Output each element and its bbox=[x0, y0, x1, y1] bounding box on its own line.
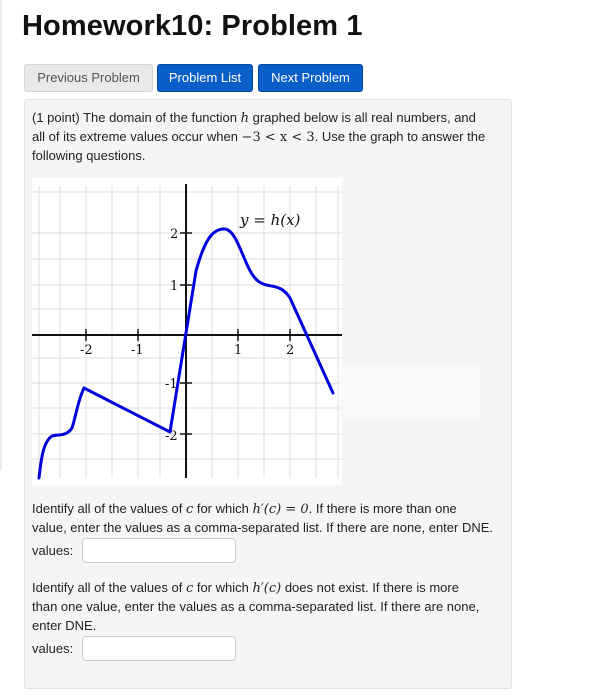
question-text: for which bbox=[193, 580, 253, 595]
function-name: h bbox=[240, 111, 249, 126]
y-tick-label: 1 bbox=[170, 279, 179, 294]
x-tick-label: -2 bbox=[80, 343, 93, 358]
problem-intro-line-3: following questions. bbox=[32, 148, 146, 163]
question-text: Identify all of the values of bbox=[32, 580, 186, 595]
question-2-values-label: values: bbox=[32, 641, 74, 656]
function-graph bbox=[32, 178, 342, 485]
intro-text: all of its extreme values occur when bbox=[32, 129, 242, 144]
next-problem-button[interactable]: Next Problem bbox=[258, 64, 363, 92]
intro-text: graphed below is all real numbers, and bbox=[248, 110, 476, 125]
x-tick-label: 2 bbox=[286, 343, 295, 358]
question-2-line-3: enter DNE. bbox=[32, 618, 97, 633]
problem-intro-line-1 bbox=[32, 108, 476, 129]
problem-intro-line-2 bbox=[32, 127, 485, 148]
intro-text: . Use the graph to answer the bbox=[314, 129, 486, 144]
graph-svg bbox=[32, 178, 342, 485]
derivative-condition: h′(c) bbox=[252, 581, 282, 596]
question-1-line-1 bbox=[32, 499, 457, 520]
x-tick-label: -1 bbox=[131, 343, 144, 358]
graph-shadow bbox=[340, 365, 480, 420]
y-tick-label: 2 bbox=[170, 227, 179, 242]
page-edge-divider bbox=[0, 0, 2, 470]
variable-c: c bbox=[185, 581, 194, 596]
previous-problem-button[interactable]: Previous Problem bbox=[24, 64, 153, 92]
question-2-line-2: than one value, enter the values as a comma-separated list. If there are none, bbox=[32, 599, 480, 614]
question-text: . If there is more than one bbox=[308, 501, 457, 516]
curve-label: y = h(x) bbox=[240, 211, 301, 229]
question-1-values-label: values: bbox=[32, 543, 74, 558]
question-text: does not exist. If there is more bbox=[281, 580, 459, 595]
problem-list-button[interactable]: Problem List bbox=[157, 64, 253, 92]
intro-text: (1 point) The domain of the function bbox=[32, 110, 241, 125]
page-title: Homework10: Problem 1 bbox=[22, 10, 363, 42]
question-text: for which bbox=[193, 501, 253, 516]
x-tick-label: 1 bbox=[234, 343, 243, 358]
question-1-answer-input[interactable] bbox=[82, 538, 236, 563]
question-2-answer-input[interactable] bbox=[82, 636, 236, 661]
question-2-line-1 bbox=[32, 578, 459, 599]
inequality: −3 < x < 3 bbox=[241, 130, 315, 145]
y-tick-label: -2 bbox=[165, 429, 178, 444]
question-text: Identify all of the values of bbox=[32, 501, 186, 516]
variable-c: c bbox=[185, 502, 194, 517]
y-tick-label: -1 bbox=[165, 377, 178, 392]
question-1-line-2: value, enter the values as a comma-separated list. If there are none, enter DNE. bbox=[32, 520, 494, 535]
derivative-condition: h′(c) = 0 bbox=[252, 502, 309, 517]
